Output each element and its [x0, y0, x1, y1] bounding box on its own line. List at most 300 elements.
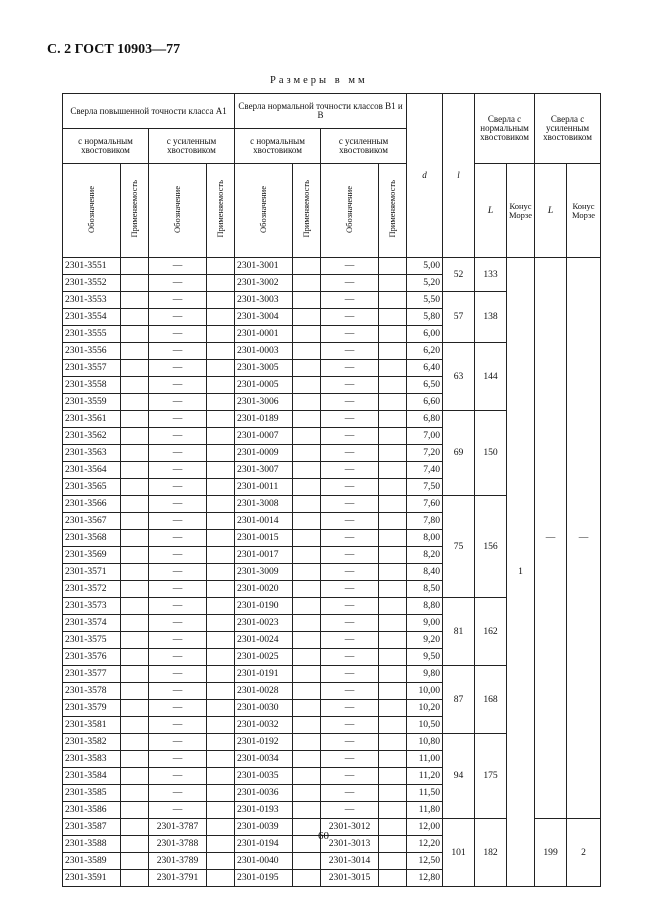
a1-normal-applicability [121, 309, 149, 326]
b-reinforced-applicability [379, 870, 407, 887]
b-reinforced-designation: — [321, 768, 379, 785]
b-normal-applicability [293, 581, 321, 598]
b-normal-applicability [293, 513, 321, 530]
a1-normal-applicability [121, 445, 149, 462]
b-normal-applicability [293, 717, 321, 734]
length-l: 101 [443, 819, 475, 887]
b-normal-applicability [293, 768, 321, 785]
table-row [63, 258, 601, 275]
b-reinforced-applicability [379, 581, 407, 598]
a1-normal-designation: 2301-3578 [63, 683, 121, 700]
a1-normal-designation: 2301-3585 [63, 785, 121, 802]
l-header: l [443, 94, 475, 258]
b-normal-designation: 2301-0189 [235, 411, 293, 428]
bn-designation-header: Обозначение [235, 164, 293, 258]
diameter-d: 8,20 [407, 547, 443, 564]
a1-reinforced-designation: — [149, 258, 207, 275]
a1-reinforced-designation: — [149, 343, 207, 360]
a1-normal-designation: 2301-3586 [63, 802, 121, 819]
b-reinforced-designation: — [321, 666, 379, 683]
a1-reinforced-designation: — [149, 445, 207, 462]
b-normal-applicability [293, 819, 321, 836]
a1-reinforced-applicability [207, 870, 235, 887]
drills-reinforced-shank-header: Сверла с усиленным хвостовиком [535, 94, 601, 164]
b-reinforced-applicability [379, 598, 407, 615]
b-normal-applicability [293, 598, 321, 615]
a1-reinforced-designation: — [149, 547, 207, 564]
a1-reinforced-shank-header: с усиленным хвостовиком [149, 129, 235, 164]
a1-normal-applicability [121, 581, 149, 598]
b-reinforced-applicability [379, 666, 407, 683]
b-reinforced-applicability [379, 513, 407, 530]
page-header: С. 2 ГОСТ 10903—77 [47, 42, 181, 57]
a1n-applicability-header: Применяемость [121, 164, 149, 258]
b-normal-applicability [293, 309, 321, 326]
b-normal-applicability [293, 734, 321, 751]
length-L-normal: 144 [475, 343, 507, 411]
length-L-normal: 168 [475, 666, 507, 734]
a1-reinforced-applicability [207, 700, 235, 717]
a1-normal-designation: 2301-3581 [63, 717, 121, 734]
diameter-d: 6,40 [407, 360, 443, 377]
a1-reinforced-designation: — [149, 666, 207, 683]
a1-normal-designation: 2301-3577 [63, 666, 121, 683]
a1-reinforced-designation: — [149, 768, 207, 785]
b-normal-applicability [293, 751, 321, 768]
b-normal-designation: 2301-0007 [235, 428, 293, 445]
a1-reinforced-applicability [207, 564, 235, 581]
b-normal-applicability [293, 377, 321, 394]
diameter-d: 6,80 [407, 411, 443, 428]
a1-normal-designation: 2301-3591 [63, 870, 121, 887]
a1-reinforced-designation: 2301-3789 [149, 853, 207, 870]
diameter-d: 9,00 [407, 615, 443, 632]
reinforced-morse-header: Конус Морзе [567, 164, 601, 258]
a1-normal-applicability [121, 394, 149, 411]
b-reinforced-applicability [379, 547, 407, 564]
a1-reinforced-designation: — [149, 360, 207, 377]
diameter-d: 6,60 [407, 394, 443, 411]
b-normal-designation: 2301-0003 [235, 343, 293, 360]
a1-reinforced-applicability [207, 428, 235, 445]
a1-reinforced-applicability [207, 598, 235, 615]
a1-reinforced-applicability [207, 819, 235, 836]
b-reinforced-applicability [379, 802, 407, 819]
a1-normal-designation: 2301-3564 [63, 462, 121, 479]
diameter-d: 7,00 [407, 428, 443, 445]
a1-reinforced-applicability [207, 394, 235, 411]
a1-normal-designation: 2301-3583 [63, 751, 121, 768]
b-normal-designation: 2301-3008 [235, 496, 293, 513]
a1-normal-applicability [121, 751, 149, 768]
diameter-d: 12,50 [407, 853, 443, 870]
b-reinforced-designation: — [321, 530, 379, 547]
b-reinforced-applicability [379, 785, 407, 802]
b-reinforced-applicability [379, 445, 407, 462]
a1-reinforced-applicability [207, 275, 235, 292]
b-normal-applicability [293, 836, 321, 853]
b-normal-designation: 2301-3003 [235, 292, 293, 309]
page-number: 60 [318, 830, 329, 842]
a1-reinforced-applicability [207, 649, 235, 666]
b-normal-designation: 2301-0036 [235, 785, 293, 802]
a1-normal-applicability [121, 819, 149, 836]
b-normal-designation: 2301-0034 [235, 751, 293, 768]
b-normal-designation: 2301-0020 [235, 581, 293, 598]
br-applicability-header: Применяемость [379, 164, 407, 258]
b-normal-designation: 2301-0195 [235, 870, 293, 887]
a1-normal-designation: 2301-3566 [63, 496, 121, 513]
a1-reinforced-applicability [207, 462, 235, 479]
b-reinforced-designation: — [321, 496, 379, 513]
b-reinforced-designation: — [321, 683, 379, 700]
length-L-normal: 162 [475, 598, 507, 666]
a1-reinforced-designation: — [149, 309, 207, 326]
b-normal-applicability [293, 360, 321, 377]
b-normal-applicability [293, 683, 321, 700]
b-reinforced-designation: — [321, 326, 379, 343]
b-normal-designation: 2301-0039 [235, 819, 293, 836]
a1-normal-designation: 2301-3553 [63, 292, 121, 309]
a1-normal-applicability [121, 802, 149, 819]
b-reinforced-applicability [379, 853, 407, 870]
a1-reinforced-applicability [207, 496, 235, 513]
a1-normal-applicability [121, 479, 149, 496]
a1-reinforced-applicability [207, 377, 235, 394]
b-reinforced-applicability [379, 479, 407, 496]
b-normal-applicability [293, 615, 321, 632]
a1-reinforced-designation: 2301-3788 [149, 836, 207, 853]
a1-normal-applicability [121, 785, 149, 802]
diameter-d: 7,20 [407, 445, 443, 462]
diameter-d: 8,80 [407, 598, 443, 615]
a1-normal-applicability [121, 632, 149, 649]
a1-reinforced-designation: — [149, 428, 207, 445]
a1-reinforced-designation: — [149, 564, 207, 581]
b-normal-designation: 2301-0005 [235, 377, 293, 394]
b-normal-designation: 2301-0028 [235, 683, 293, 700]
b-reinforced-applicability [379, 360, 407, 377]
bn-applicability-header: Применяемость [293, 164, 321, 258]
b-normal-applicability [293, 428, 321, 445]
a1-reinforced-designation: — [149, 683, 207, 700]
b-reinforced-designation: — [321, 564, 379, 581]
a1-reinforced-applicability [207, 802, 235, 819]
a1-reinforced-designation: — [149, 598, 207, 615]
length-l: 94 [443, 734, 475, 819]
a1-normal-designation: 2301-3562 [63, 428, 121, 445]
b-normal-designation: 2301-0015 [235, 530, 293, 547]
diameter-d: 10,80 [407, 734, 443, 751]
d-header: d [407, 94, 443, 258]
a1-reinforced-applicability [207, 632, 235, 649]
a1-reinforced-applicability [207, 343, 235, 360]
a1-reinforced-designation: — [149, 377, 207, 394]
a1-normal-applicability [121, 292, 149, 309]
a1-normal-applicability [121, 853, 149, 870]
b-normal-designation: 2301-0001 [235, 326, 293, 343]
br-designation-header: Обозначение [321, 164, 379, 258]
length-L-normal: 150 [475, 411, 507, 496]
a1-normal-applicability [121, 360, 149, 377]
b-reinforced-applicability [379, 530, 407, 547]
diameter-d: 7,60 [407, 496, 443, 513]
b-reinforced-applicability [379, 275, 407, 292]
b-normal-designation: 2301-0024 [235, 632, 293, 649]
b-reinforced-applicability [379, 683, 407, 700]
diameter-d: 5,80 [407, 309, 443, 326]
a1-normal-designation: 2301-3556 [63, 343, 121, 360]
a1-normal-applicability [121, 717, 149, 734]
diameter-d: 8,40 [407, 564, 443, 581]
b-reinforced-designation: — [321, 632, 379, 649]
normal-morse-header: Конус Морзе [507, 164, 535, 258]
b-normal-designation: 2301-0030 [235, 700, 293, 717]
b-normal-designation: 2301-0035 [235, 768, 293, 785]
a1-reinforced-designation: — [149, 513, 207, 530]
b-reinforced-designation: — [321, 734, 379, 751]
a1-reinforced-applicability [207, 751, 235, 768]
a1-normal-applicability [121, 836, 149, 853]
a1-normal-applicability [121, 734, 149, 751]
b-normal-applicability [293, 326, 321, 343]
a1-reinforced-applicability [207, 666, 235, 683]
a1-normal-applicability [121, 683, 149, 700]
b-normal-designation: 2301-0014 [235, 513, 293, 530]
morse-cone-reinforced: — [567, 258, 601, 819]
b-reinforced-designation: — [321, 547, 379, 564]
diameter-d: 5,50 [407, 292, 443, 309]
a1-reinforced-designation: — [149, 751, 207, 768]
a1-normal-designation: 2301-3575 [63, 632, 121, 649]
b-reinforced-applicability [379, 836, 407, 853]
diameter-d: 8,00 [407, 530, 443, 547]
a1-reinforced-applicability [207, 326, 235, 343]
a1-reinforced-designation: — [149, 802, 207, 819]
length-L-normal: 156 [475, 496, 507, 598]
b-reinforced-applicability [379, 326, 407, 343]
diameter-d: 11,20 [407, 768, 443, 785]
a1-normal-applicability [121, 598, 149, 615]
b-reinforced-designation: — [321, 258, 379, 275]
a1-reinforced-applicability [207, 445, 235, 462]
length-l: 52 [443, 258, 475, 292]
a1-reinforced-applicability [207, 258, 235, 275]
a1-reinforced-applicability [207, 836, 235, 853]
drills-normal-shank-header: Сверла с нормальным хвостовиком [475, 94, 535, 164]
b-reinforced-applicability [379, 632, 407, 649]
diameter-d: 9,50 [407, 649, 443, 666]
b-reinforced-designation: — [321, 428, 379, 445]
diameter-d: 10,20 [407, 700, 443, 717]
morse-cone-reinforced: 2 [567, 819, 601, 887]
b-reinforced-applicability [379, 717, 407, 734]
a1-normal-applicability [121, 649, 149, 666]
a1-normal-designation: 2301-3589 [63, 853, 121, 870]
a1-reinforced-designation: — [149, 632, 207, 649]
diameter-d: 11,00 [407, 751, 443, 768]
diameter-d: 6,50 [407, 377, 443, 394]
b-normal-designation: 2301-0192 [235, 734, 293, 751]
length-l: 57 [443, 292, 475, 343]
b-normal-designation: 2301-0040 [235, 853, 293, 870]
b-reinforced-applicability [379, 819, 407, 836]
b-normal-designation: 2301-3009 [235, 564, 293, 581]
b-normal-applicability [293, 343, 321, 360]
b-normal-applicability [293, 479, 321, 496]
a1-normal-applicability [121, 462, 149, 479]
a1-normal-designation: 2301-3558 [63, 377, 121, 394]
a1-reinforced-designation: 2301-3791 [149, 870, 207, 887]
a1-reinforced-applicability [207, 717, 235, 734]
diameter-d: 9,80 [407, 666, 443, 683]
a1-normal-applicability [121, 768, 149, 785]
b-reinforced-applicability [379, 649, 407, 666]
b-reinforced-designation: — [321, 581, 379, 598]
b-normal-applicability [293, 547, 321, 564]
b-reinforced-designation: — [321, 598, 379, 615]
a1-normal-designation: 2301-3574 [63, 615, 121, 632]
diameter-d: 7,80 [407, 513, 443, 530]
b-normal-shank-header: с нормальным хвостовиком [235, 129, 321, 164]
a1-normal-designation: 2301-3587 [63, 819, 121, 836]
length-l: 75 [443, 496, 475, 598]
b-reinforced-designation: — [321, 343, 379, 360]
b-reinforced-applicability [379, 564, 407, 581]
b-normal-applicability [293, 649, 321, 666]
b-reinforced-designation: — [321, 513, 379, 530]
b-normal-applicability [293, 258, 321, 275]
a1-normal-designation: 2301-3563 [63, 445, 121, 462]
diameter-d: 7,50 [407, 479, 443, 496]
a1-normal-applicability [121, 615, 149, 632]
b-reinforced-applicability [379, 309, 407, 326]
a1-normal-designation: 2301-3561 [63, 411, 121, 428]
a1-normal-designation: 2301-3567 [63, 513, 121, 530]
b-reinforced-designation: — [321, 360, 379, 377]
b-reinforced-applicability [379, 258, 407, 275]
a1-normal-designation: 2301-3579 [63, 700, 121, 717]
a1-normal-applicability [121, 326, 149, 343]
a1-normal-shank-header: с нормальным хвостовиком [63, 129, 149, 164]
a1-reinforced-applicability [207, 530, 235, 547]
a1-reinforced-designation: — [149, 615, 207, 632]
a1-reinforced-applicability [207, 360, 235, 377]
b-normal-applicability [293, 700, 321, 717]
diameter-d: 11,50 [407, 785, 443, 802]
diameter-d: 5,00 [407, 258, 443, 275]
a1-reinforced-designation: — [149, 785, 207, 802]
morse-cone-normal: 1 [507, 258, 535, 887]
b-reinforced-designation: — [321, 411, 379, 428]
b-normal-designation: 2301-0023 [235, 615, 293, 632]
a1-reinforced-designation: — [149, 326, 207, 343]
b-normal-designation: 2301-3005 [235, 360, 293, 377]
diameter-d: 6,20 [407, 343, 443, 360]
b-reinforced-applicability [379, 496, 407, 513]
b-normal-designation: 2301-3007 [235, 462, 293, 479]
b-reinforced-designation: — [321, 700, 379, 717]
a1-reinforced-applicability [207, 768, 235, 785]
b-normal-designation: 2301-0191 [235, 666, 293, 683]
b-reinforced-applicability [379, 615, 407, 632]
b-normal-applicability [293, 462, 321, 479]
b-reinforced-applicability [379, 428, 407, 445]
b-normal-applicability [293, 292, 321, 309]
b-normal-designation: 2301-0032 [235, 717, 293, 734]
b-normal-applicability [293, 394, 321, 411]
a1-reinforced-applicability [207, 547, 235, 564]
b-reinforced-designation: — [321, 479, 379, 496]
diameter-d: 12,20 [407, 836, 443, 853]
b-reinforced-designation: — [321, 377, 379, 394]
b-normal-applicability [293, 853, 321, 870]
a1n-designation-header: Обозначение [63, 164, 121, 258]
a1-reinforced-applicability [207, 853, 235, 870]
a1-normal-applicability [121, 564, 149, 581]
b-reinforced-applicability [379, 292, 407, 309]
a1-normal-designation: 2301-3557 [63, 360, 121, 377]
b-normal-applicability [293, 785, 321, 802]
a1-reinforced-designation: — [149, 394, 207, 411]
normal-L-header: L [475, 164, 507, 258]
a1-normal-applicability [121, 377, 149, 394]
a1-reinforced-designation: — [149, 275, 207, 292]
a1-reinforced-applicability [207, 734, 235, 751]
a1-normal-applicability [121, 343, 149, 360]
b-reinforced-applicability [379, 462, 407, 479]
a1-reinforced-designation: 2301-3787 [149, 819, 207, 836]
diameter-d: 10,50 [407, 717, 443, 734]
b-normal-applicability [293, 666, 321, 683]
b-reinforced-designation: 2301-3012 [321, 819, 379, 836]
a1-reinforced-applicability [207, 615, 235, 632]
b-normal-designation: 2301-3004 [235, 309, 293, 326]
b-normal-designation: 2301-3006 [235, 394, 293, 411]
a1-normal-designation: 2301-3573 [63, 598, 121, 615]
units-caption: Размеры в мм [270, 75, 368, 86]
b-normal-applicability [293, 632, 321, 649]
b-normal-applicability [293, 445, 321, 462]
a1-reinforced-designation: — [149, 581, 207, 598]
a1-normal-designation: 2301-3588 [63, 836, 121, 853]
b-reinforced-designation: — [321, 802, 379, 819]
b-normal-applicability [293, 802, 321, 819]
b-normal-designation: 2301-0009 [235, 445, 293, 462]
a1-normal-applicability [121, 428, 149, 445]
a1-normal-designation: 2301-3576 [63, 649, 121, 666]
b-normal-applicability [293, 564, 321, 581]
b-reinforced-designation: — [321, 785, 379, 802]
a1-normal-designation: 2301-3584 [63, 768, 121, 785]
a1-normal-designation: 2301-3552 [63, 275, 121, 292]
a1r-designation-header: Обозначение [149, 164, 207, 258]
drill-table [62, 93, 601, 887]
b-reinforced-designation: — [321, 751, 379, 768]
length-l: 81 [443, 598, 475, 666]
diameter-d: 6,00 [407, 326, 443, 343]
group-b-header: Сверла нормальной точности классов В1 и В [235, 94, 407, 129]
a1-normal-applicability [121, 700, 149, 717]
diameter-d: 9,20 [407, 632, 443, 649]
b-normal-designation: 2301-0025 [235, 649, 293, 666]
b-normal-designation: 2301-0017 [235, 547, 293, 564]
length-L-normal: 133 [475, 258, 507, 292]
length-l: 69 [443, 411, 475, 496]
a1-reinforced-applicability [207, 513, 235, 530]
diameter-d: 7,40 [407, 462, 443, 479]
a1-reinforced-designation: — [149, 292, 207, 309]
